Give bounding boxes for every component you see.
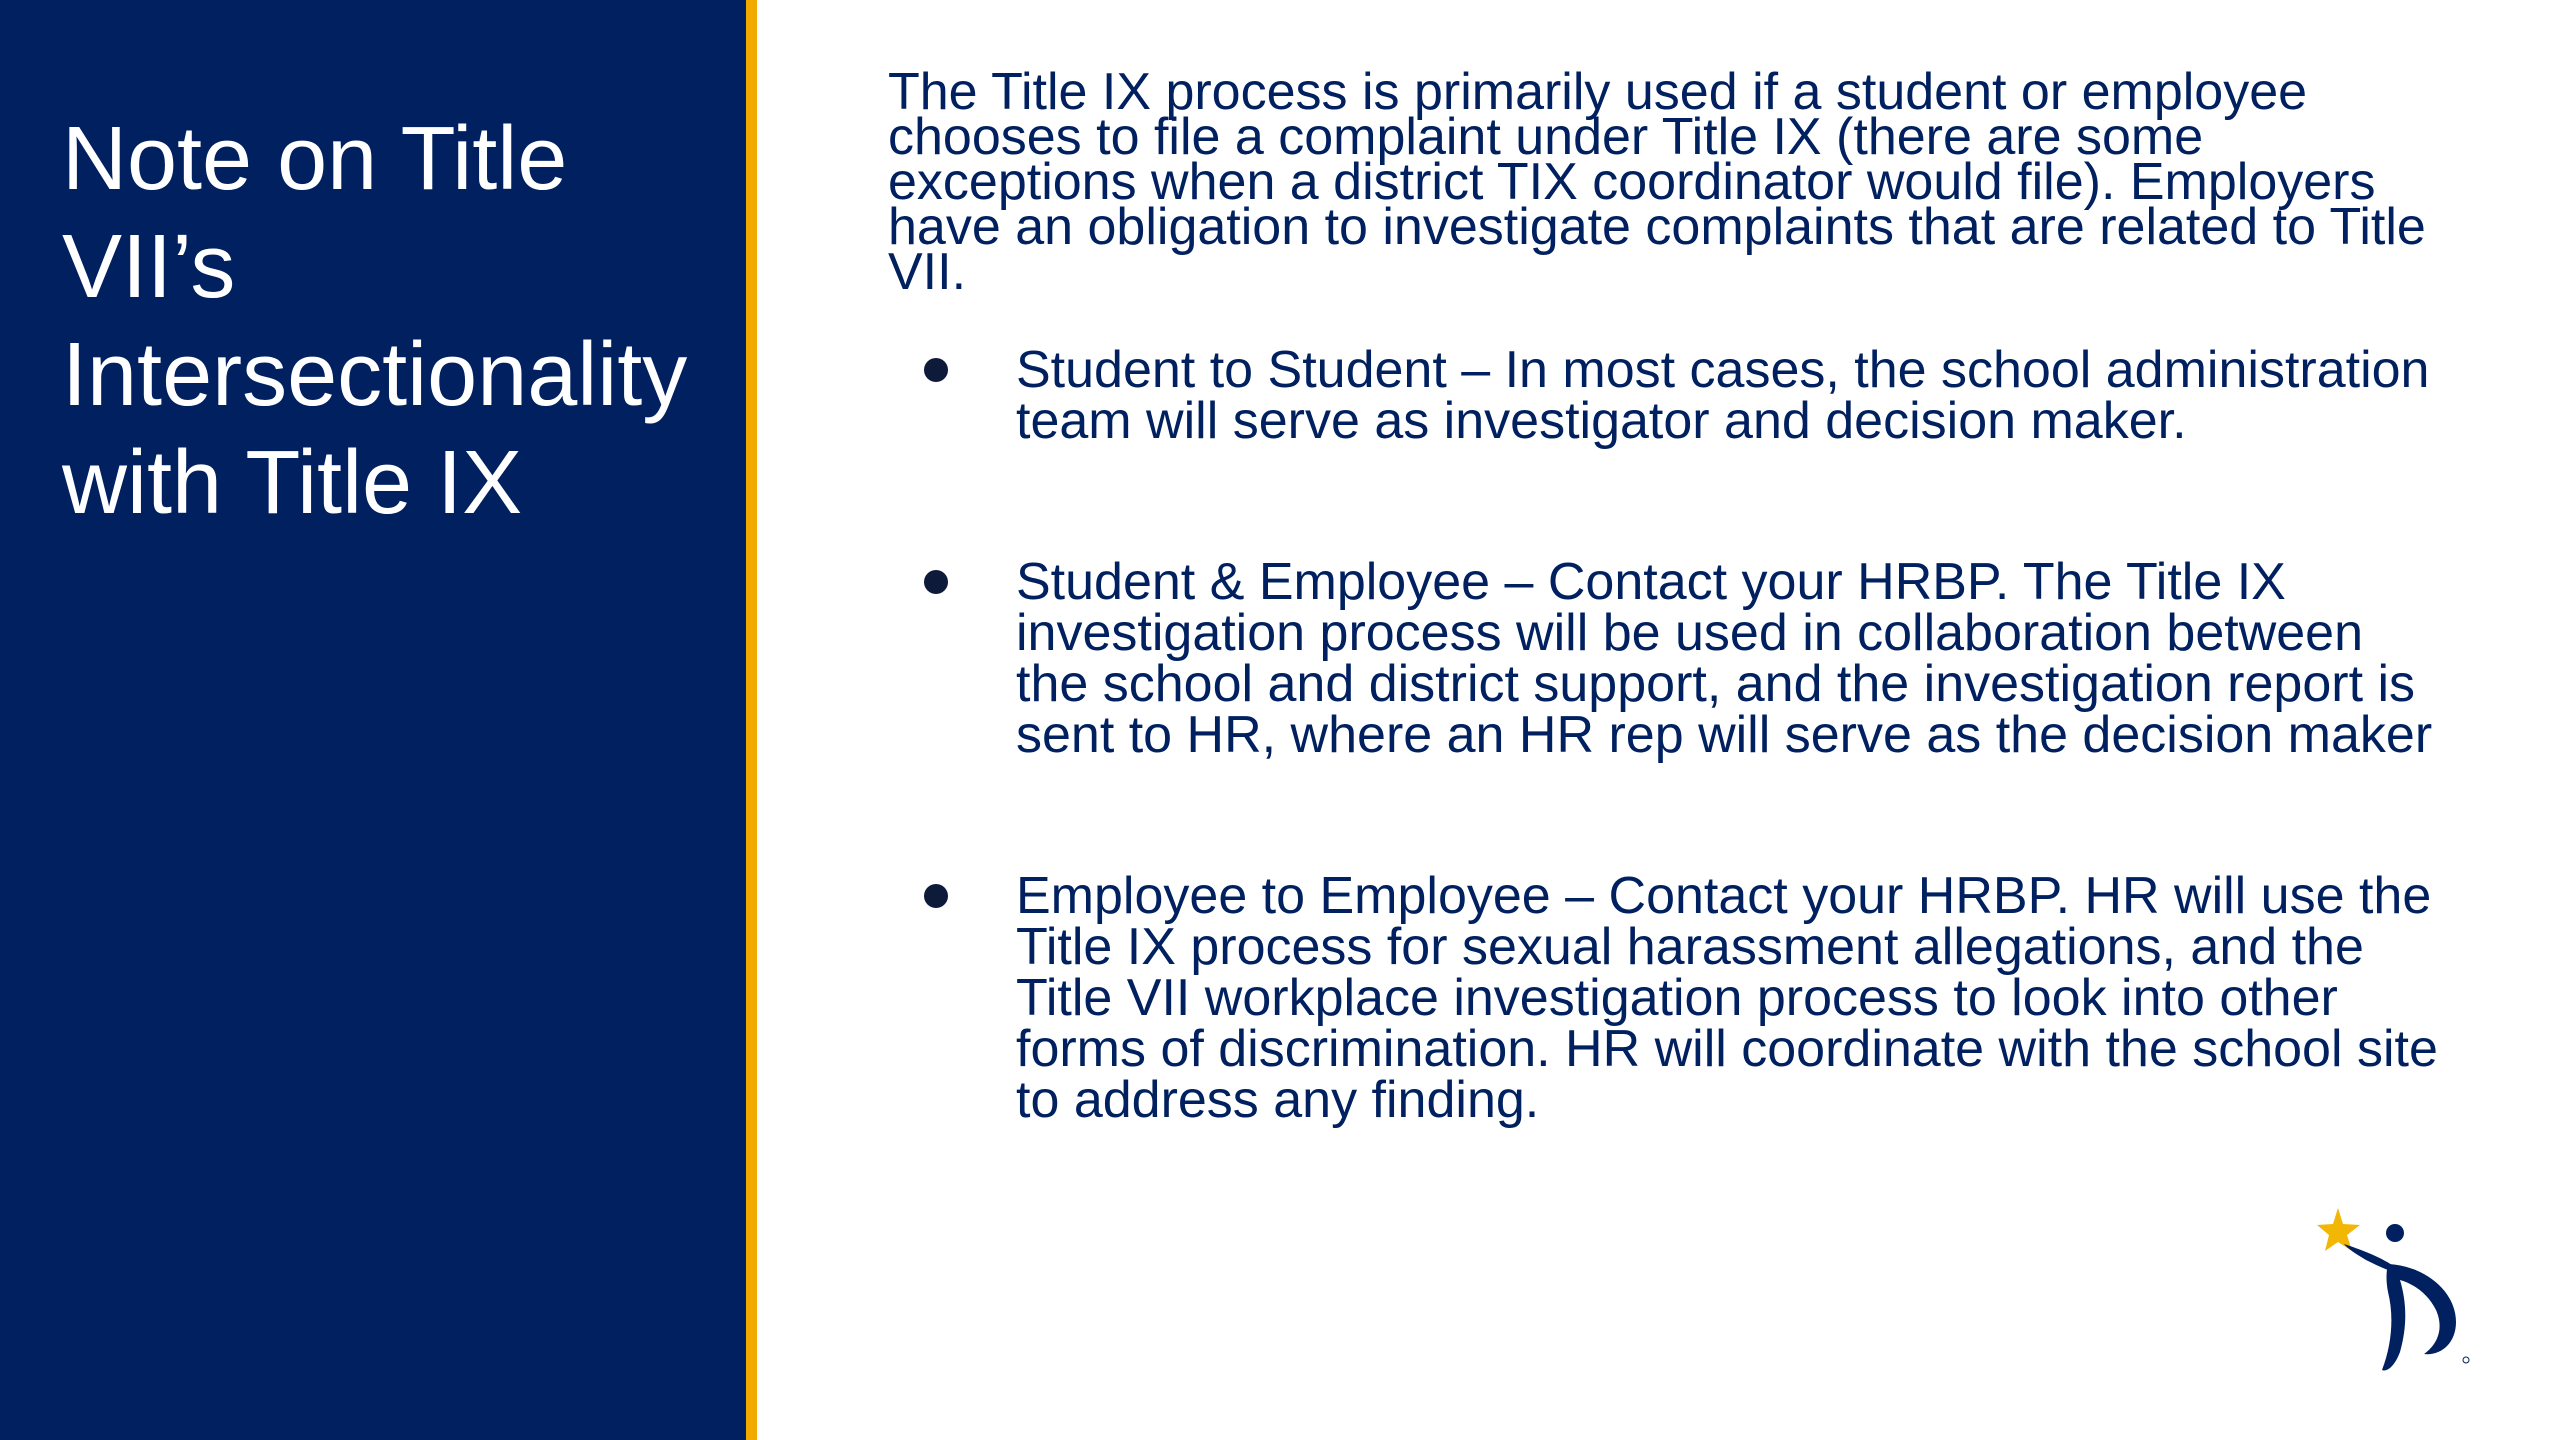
bullet-icon <box>924 884 948 908</box>
title-panel <box>0 0 746 1440</box>
bullet-text: Employee to Employee – Contact your HRBP. HR will use the Title IX process for sexual harassment allegations, and the Title VII workplace investigation process to look into other forms of discrimination. HR will coordinate with the school site to address any finding. <box>1016 867 2438 1129</box>
bullet-item-student-to-student <box>888 341 2448 450</box>
logo-inner-curve-icon <box>2412 1300 2428 1340</box>
bullet-text: Student & Employee – Contact your HRBP. The Title IX investigation process will be used in collaboration between the school and district support, and the investigation report is sent to HR, where an HR rep will serve as the decision maker <box>1016 553 2433 764</box>
logo-registered-icon <box>2463 1357 2469 1363</box>
bullet-icon <box>924 358 948 382</box>
bullet-text: Student to Student – In most cases, the school administration team will serve as investigator and decision maker. <box>1016 341 2430 450</box>
accent-divider <box>746 0 757 1440</box>
intro-paragraph: The Title IX process is primarily used if a student or employee chooses to file a complaint under Title IX (there are some exceptions when a district TIX coordinator would file). Employers have an obligation to investigate complaints that are related to Title VII. <box>888 63 2426 301</box>
slide-content <box>888 63 2448 1129</box>
star-figure-logo-icon <box>2316 1204 2476 1374</box>
bullet-item-employee-to-employee <box>888 867 2448 1129</box>
bullet-icon <box>924 570 948 594</box>
logo-head-icon <box>2386 1224 2404 1242</box>
logo-star-icon <box>2317 1208 2360 1251</box>
bullet-list <box>888 341 2448 1129</box>
bullet-item-student-and-employee <box>888 553 2448 764</box>
slide-title: Note on Title VII’s Intersectionality with Title IX <box>62 109 688 533</box>
